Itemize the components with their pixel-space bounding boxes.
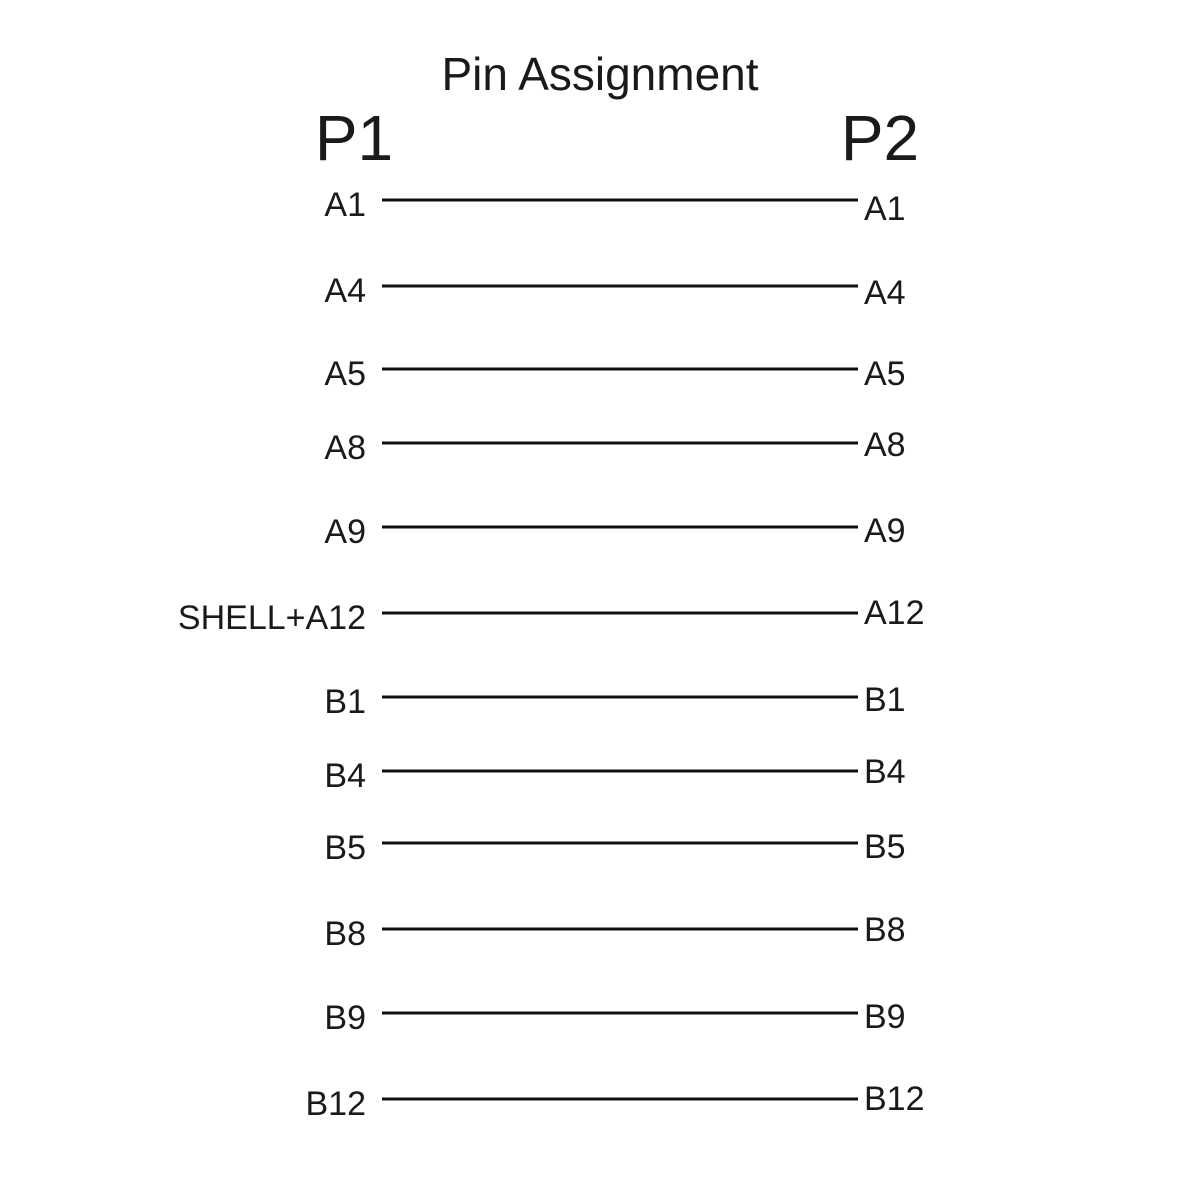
left-pin-label: B9 [324, 999, 366, 1037]
left-pin-label: B12 [305, 1085, 366, 1123]
left-pin-label: A8 [324, 429, 366, 467]
pin-row [324, 186, 905, 228]
pin-row [324, 753, 905, 795]
pin-row [306, 1080, 925, 1123]
right-connector-label: P2 [840, 102, 920, 174]
pin-row [324, 355, 905, 393]
left-pin-label: B4 [324, 757, 366, 795]
pin-row [324, 272, 905, 312]
right-pin-label: B4 [864, 753, 906, 791]
pin-row [324, 512, 905, 551]
left-pin-label: A1 [324, 186, 366, 224]
right-pin-label: A4 [864, 274, 906, 312]
pin-row [324, 681, 905, 721]
left-pin-label: A5 [324, 355, 366, 393]
right-pin-label: B1 [864, 681, 906, 719]
pin-row [178, 594, 925, 637]
right-pin-label: B8 [864, 911, 906, 949]
right-pin-label: A5 [864, 355, 906, 393]
left-pin-label: A4 [324, 272, 366, 310]
pin-row [324, 998, 905, 1037]
left-pin-label: SHELL+A12 [177, 599, 366, 637]
left-pin-label: A9 [324, 513, 366, 551]
pin-row [324, 911, 905, 953]
pin-row [324, 828, 905, 867]
diagram-title: Pin Assignment [441, 48, 759, 100]
left-pin-label: B5 [324, 829, 366, 867]
left-pin-label: B1 [324, 683, 366, 721]
left-connector-label: P1 [314, 102, 394, 174]
pin-rows [178, 186, 925, 1123]
right-pin-label: A1 [864, 190, 906, 228]
right-pin-label: B12 [864, 1080, 925, 1118]
right-pin-label: A12 [864, 594, 925, 632]
right-pin-label: B5 [864, 828, 906, 866]
right-pin-label: A9 [864, 512, 906, 550]
right-pin-label: A8 [864, 426, 906, 464]
right-pin-label: B9 [864, 998, 906, 1036]
left-pin-label: B8 [324, 915, 366, 953]
pin-row [324, 426, 905, 467]
